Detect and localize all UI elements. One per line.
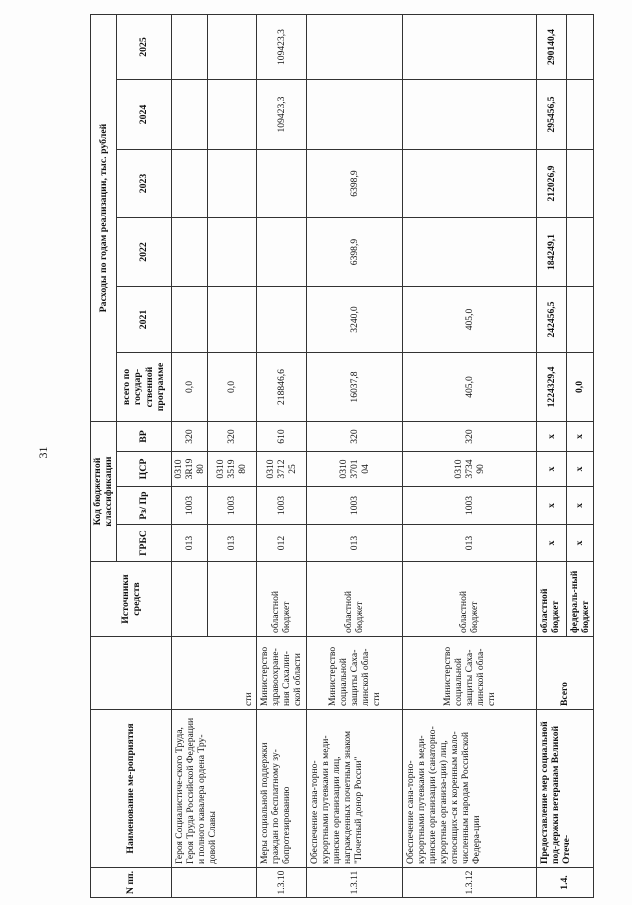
table-row <box>171 15 207 898</box>
cell-name: Обеспечение сана-торно-курортными путевками в меди-цинские организации лиц, награжденных почетным знаком "Почетный донор России" <box>306 710 402 868</box>
cell-year <box>207 15 256 80</box>
cell-source <box>207 562 256 637</box>
header-year: 2025 <box>116 15 171 80</box>
cell-year <box>566 150 593 218</box>
table-row <box>402 15 536 898</box>
cell-year <box>306 15 402 80</box>
cell-grbs: 013 <box>207 525 256 562</box>
cell-total: 0,0 <box>171 353 207 422</box>
cell-total: 16037,8 <box>306 353 402 422</box>
cell-vr: x <box>566 422 593 452</box>
cell-csr: x <box>536 452 566 487</box>
cell-csr: x <box>566 452 593 487</box>
cell-year <box>566 80 593 150</box>
header-year: 2021 <box>116 287 171 353</box>
cell-source: областной бюджет <box>536 562 566 637</box>
cell-year <box>171 150 207 218</box>
cell-name: Обеспечение сана-торно-курортными путевками в меди-цинские организации (санаторно-курортные организа-ции) лиц, относящих-ся к коренным мало-численным народам Российской Федера-ции <box>402 710 536 868</box>
cell-csr: 0310 3R19 80 <box>171 452 207 487</box>
cell-year <box>171 15 207 80</box>
table-row <box>306 15 402 898</box>
cell-csr: 0310 3712 25 <box>256 452 306 487</box>
cell-year: 242456,5 <box>536 287 566 353</box>
cell-vr: x <box>536 422 566 452</box>
cell-source: областной бюджет <box>256 562 306 637</box>
header-name: Наименование ме-роприятия <box>91 710 172 868</box>
header-budget-code: Код бюджетной классификации <box>91 422 117 562</box>
cell-year <box>256 287 306 353</box>
page-number: 31 <box>36 446 50 459</box>
cell-grbs: 012 <box>256 525 306 562</box>
cell-total: 0,0 <box>566 353 593 422</box>
cell-rzpr: x <box>536 487 566 525</box>
cell-num: 1.3.10 <box>256 868 306 898</box>
cell-year <box>256 218 306 287</box>
cell-source: областной бюджет <box>306 562 402 637</box>
header-sources: Источники средств <box>91 562 172 637</box>
header-year: 2023 <box>116 150 171 218</box>
cell-year: 295456,5 <box>536 80 566 150</box>
cell-grbs: 013 <box>402 525 536 562</box>
header-responsible <box>91 637 172 710</box>
cell-grbs: 013 <box>306 525 402 562</box>
cell-year <box>171 287 207 353</box>
cell-responsible: сти <box>171 637 256 710</box>
cell-responsible: Министерство социальной защиты Саха-линской обла-сти <box>306 637 402 710</box>
cell-vr: 320 <box>402 422 536 452</box>
cell-year <box>566 218 593 287</box>
cell-name: Героя Социалистиче-ского Труда, Героя Труда Российской Федерации и полного кавалера ордена Тру-довой Славы <box>171 710 256 868</box>
table-row <box>256 15 306 898</box>
cell-year <box>402 80 536 150</box>
cell-total: 218846,6 <box>256 353 306 422</box>
cell-year <box>566 287 593 353</box>
header-num: N пп. <box>91 868 172 898</box>
cell-source: федераль-ный бюджет <box>566 562 593 637</box>
cell-num: 1.3.11 <box>306 868 402 898</box>
cell-rzpr: 1003 <box>207 487 256 525</box>
cell-total: 1224329,4 <box>536 353 566 422</box>
header-year: 2024 <box>116 80 171 150</box>
header-year: 2022 <box>116 218 171 287</box>
cell-rzpr: 1003 <box>256 487 306 525</box>
cell-total: 0,0 <box>207 353 256 422</box>
cell-num <box>171 868 256 898</box>
cell-year: 109423,3 <box>256 80 306 150</box>
cell-year: 184249,1 <box>536 218 566 287</box>
cell-vr: 610 <box>256 422 306 452</box>
cell-year <box>207 80 256 150</box>
cell-year: 6398,9 <box>306 150 402 218</box>
cell-name: Меры социальной поддержки граждан по бесплатному зу-бопротезированию <box>256 710 306 868</box>
cell-num: 1.3.12 <box>402 868 536 898</box>
cell-year <box>171 80 207 150</box>
cell-grbs: x <box>536 525 566 562</box>
cell-year <box>306 80 402 150</box>
budget-table <box>90 14 594 898</box>
cell-responsible: Министерство социальной защиты Саха-линской обла-сти <box>402 637 536 710</box>
cell-rzpr: 1003 <box>306 487 402 525</box>
cell-grbs: 013 <box>171 525 207 562</box>
header-total: всего по государ-ственной программе <box>116 353 171 422</box>
cell-name: Предоставление мер социальной под-держки ветеранам Великой Отече- <box>536 710 593 868</box>
cell-vr: 320 <box>306 422 402 452</box>
cell-year <box>171 218 207 287</box>
cell-year <box>402 15 536 80</box>
cell-year: 405,0 <box>402 287 536 353</box>
cell-source: областной бюджет <box>402 562 536 637</box>
cell-num: 1.4. <box>536 868 593 898</box>
cell-csr: 0310 3701 04 <box>306 452 402 487</box>
cell-year <box>402 218 536 287</box>
cell-csr: 0310 3734 90 <box>402 452 536 487</box>
cell-year <box>566 15 593 80</box>
cell-responsible: Министерство здравоохране-ния Сахалин-ской области <box>256 637 306 710</box>
header-csr: ЦСР <box>116 452 171 487</box>
cell-year <box>256 150 306 218</box>
cell-grbs: x <box>566 525 593 562</box>
cell-rzpr: 1003 <box>402 487 536 525</box>
table-row-total-regional <box>536 15 566 898</box>
cell-year: 290140,4 <box>536 15 566 80</box>
cell-vr: 320 <box>171 422 207 452</box>
cell-year: 212026,9 <box>536 150 566 218</box>
cell-responsible: Всего <box>536 637 593 710</box>
cell-year <box>207 150 256 218</box>
cell-source <box>171 562 207 637</box>
cell-year: 3240,0 <box>306 287 402 353</box>
cell-year: 6398,9 <box>306 218 402 287</box>
header-vr: ВР <box>116 422 171 452</box>
cell-year: 109423,3 <box>256 15 306 80</box>
cell-vr: 320 <box>207 422 256 452</box>
cell-year <box>402 150 536 218</box>
cell-total: 405,0 <box>402 353 536 422</box>
cell-rzpr: 1003 <box>171 487 207 525</box>
cell-rzpr: x <box>566 487 593 525</box>
cell-csr: 0310 3519 80 <box>207 452 256 487</box>
header-expenses: Расходы по годам реализации, тыс. рублей <box>91 15 117 422</box>
header-grbs: ГРБС <box>116 525 171 562</box>
cell-year <box>207 287 256 353</box>
cell-year <box>207 218 256 287</box>
header-rzpr: Рз/ Пр <box>116 487 171 525</box>
